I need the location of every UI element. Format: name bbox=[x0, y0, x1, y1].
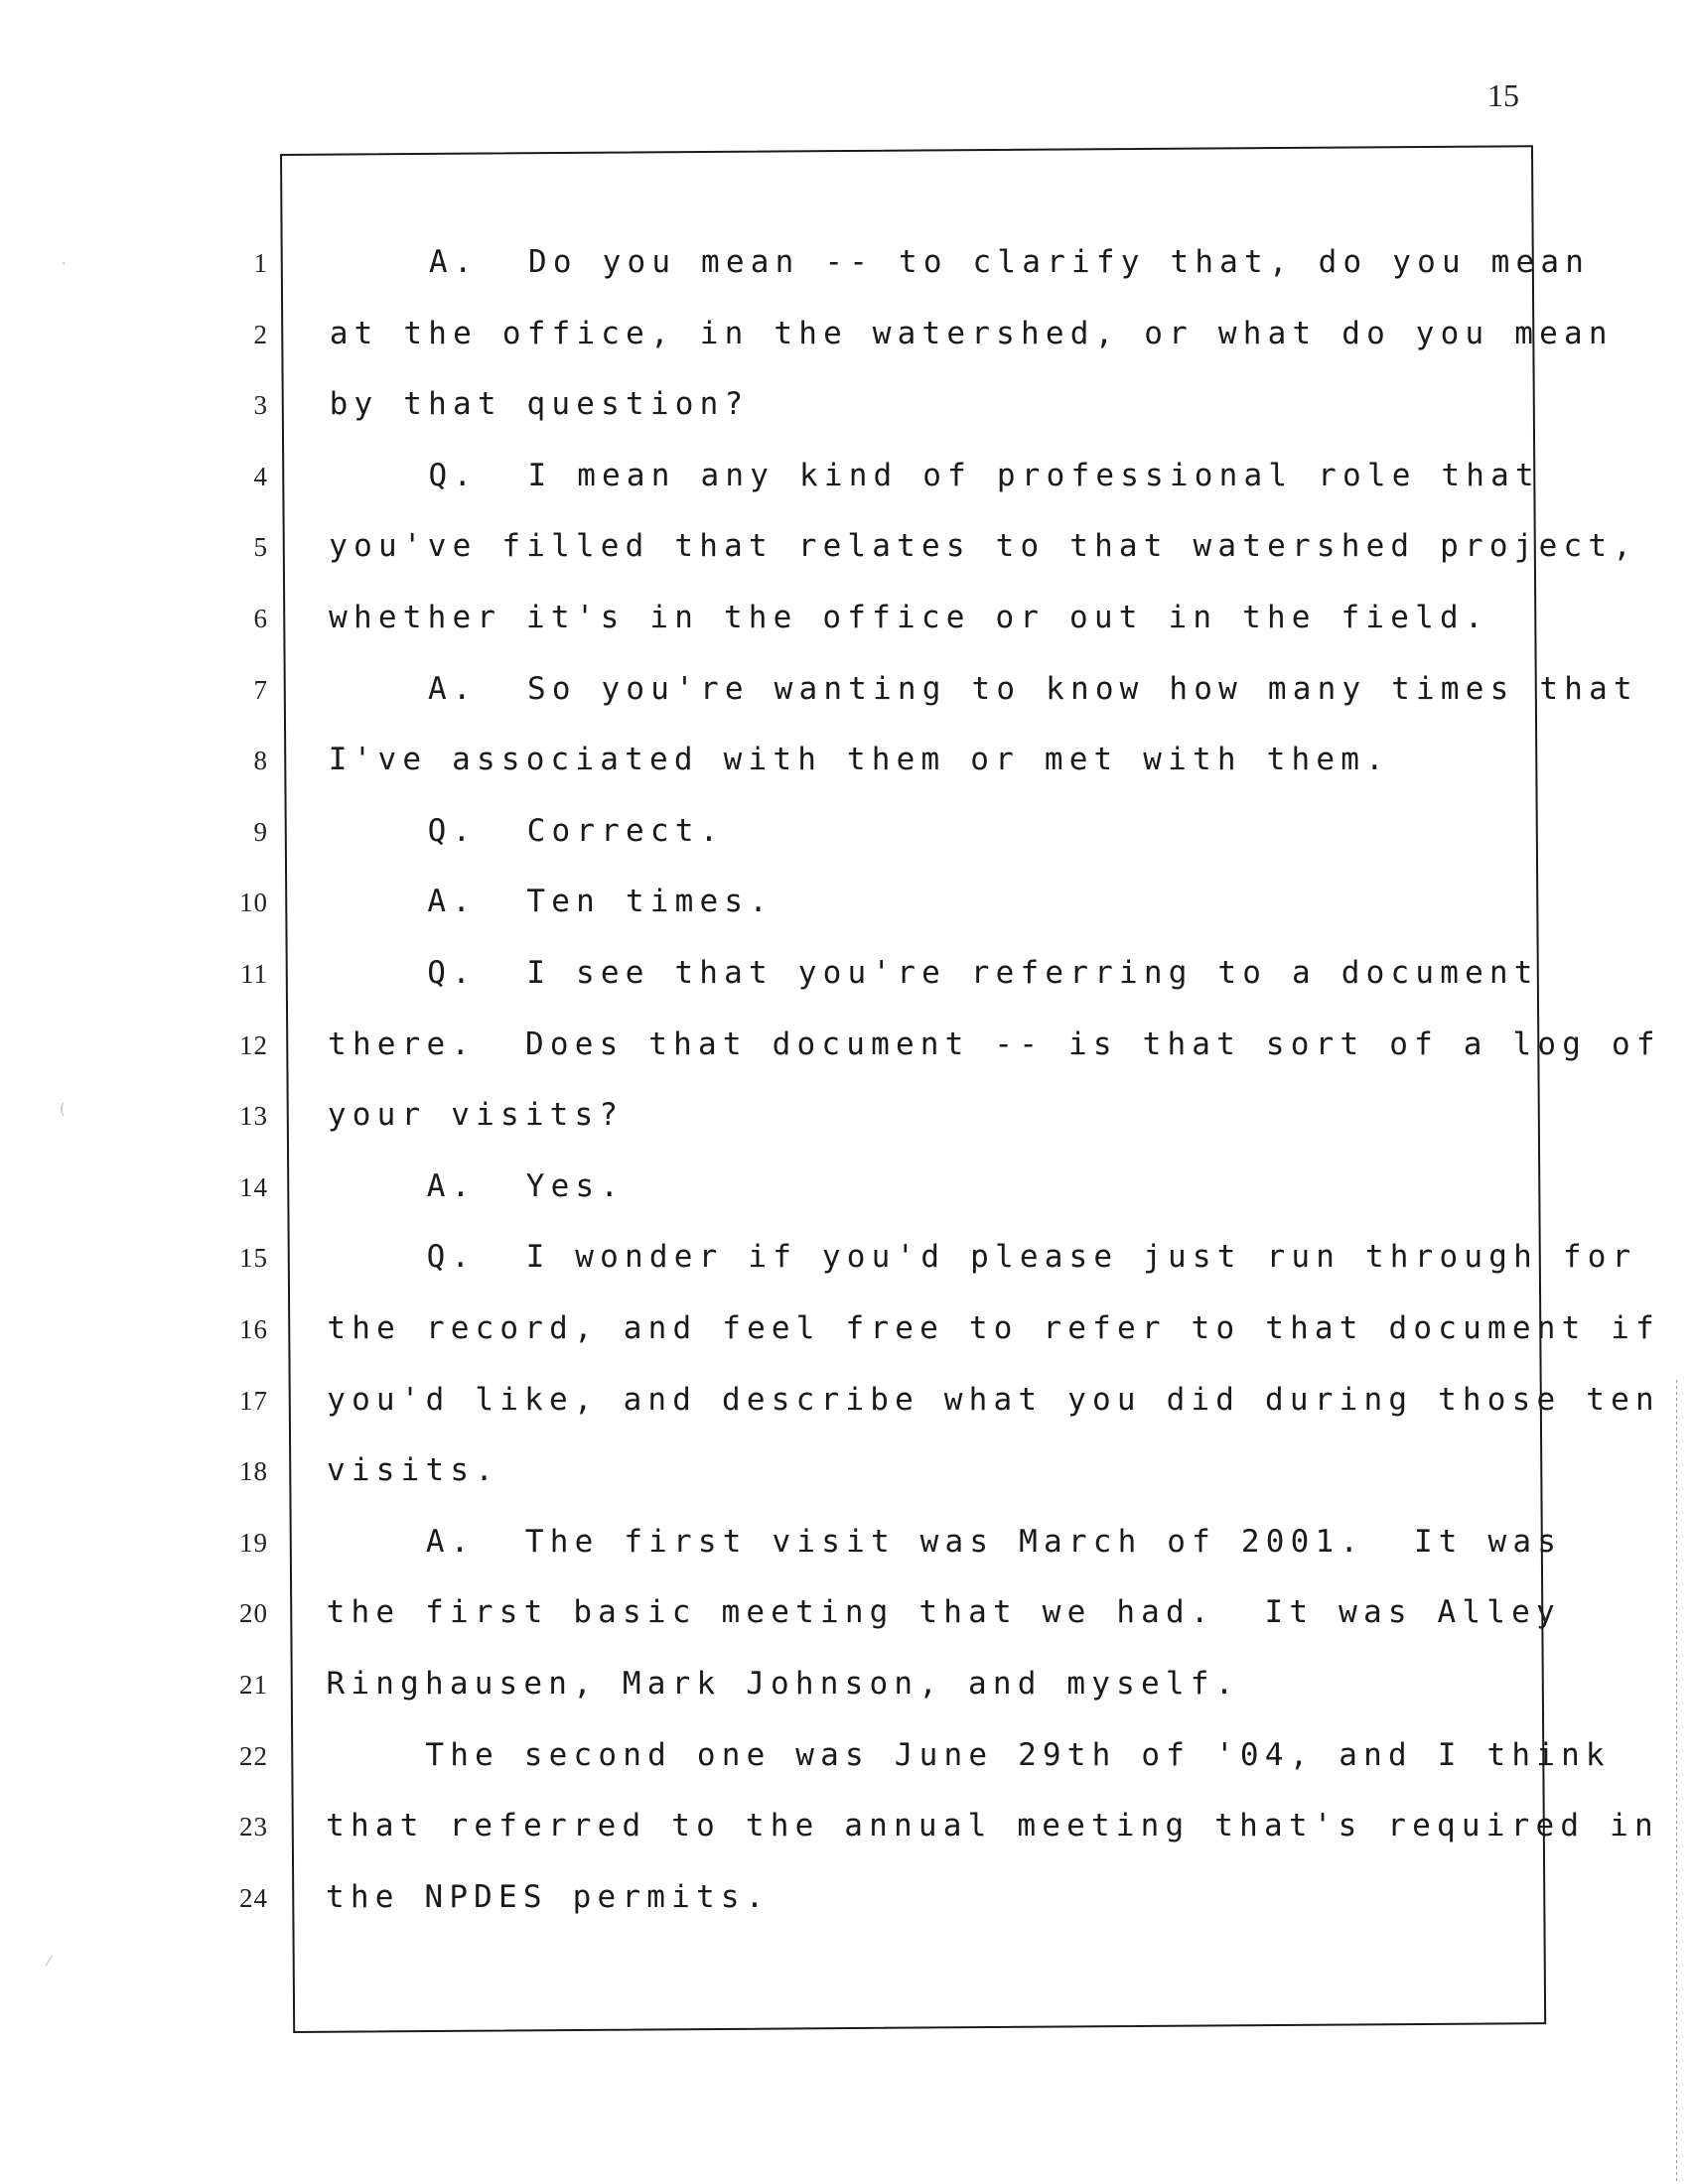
line-number: 1 bbox=[253, 248, 268, 278]
speaker-label: A. bbox=[427, 670, 478, 707]
line-number: 23 bbox=[239, 1812, 268, 1843]
transcript-line bbox=[327, 1594, 1561, 1630]
transcript-line bbox=[328, 1026, 1661, 1062]
transcript-line bbox=[329, 813, 725, 849]
line-text: whether it's in the office or out in the field. bbox=[329, 600, 1489, 635]
line-text: Do you mean -- to clarify that, do you mean bbox=[528, 244, 1591, 280]
line-number: 13 bbox=[239, 1101, 268, 1132]
line-number: 16 bbox=[239, 1314, 268, 1344]
transcript-line bbox=[329, 528, 1637, 564]
line-number: 3 bbox=[253, 390, 268, 421]
transcript-line bbox=[328, 884, 774, 919]
line-text: Ten times. bbox=[526, 884, 775, 920]
line-text: So you're wanting to know how many times that bbox=[526, 670, 1638, 707]
transcript-line bbox=[328, 955, 1538, 991]
line-text: that referred to the annual meeting that's required in bbox=[326, 1808, 1659, 1844]
speaker-label: Q. bbox=[427, 812, 478, 849]
line-text: the record, and feel free to refer to that document if bbox=[327, 1310, 1661, 1346]
line-text: The first visit was March of 2001. It was bbox=[524, 1523, 1563, 1560]
line-text: at the office, in the watershed, or what do you mean bbox=[329, 315, 1614, 351]
line-number: 6 bbox=[253, 604, 268, 633]
line-text: Ringhausen, Mark Johnson, and myself. bbox=[326, 1666, 1240, 1702]
line-text: Yes. bbox=[525, 1167, 626, 1204]
transcript-line bbox=[329, 458, 1539, 493]
scan-edge-line bbox=[1676, 1380, 1677, 2184]
line-number: 11 bbox=[240, 959, 268, 989]
line-number: 9 bbox=[253, 816, 268, 847]
line-text: by that question? bbox=[329, 386, 750, 423]
line-number: 5 bbox=[253, 532, 268, 563]
transcript-line bbox=[327, 1452, 499, 1488]
transcript-line bbox=[326, 1879, 771, 1915]
line-text: Correct. bbox=[526, 812, 725, 849]
line-text: The second one was June 29th of '04, and I think bbox=[425, 1736, 1611, 1773]
line-text: there. Does that document -- is that sort of a log of bbox=[328, 1025, 1661, 1062]
line-number: 19 bbox=[239, 1527, 268, 1558]
line-number: 7 bbox=[253, 674, 268, 705]
speaker-label: A. bbox=[427, 884, 478, 920]
page-number: 15 bbox=[1487, 77, 1519, 113]
transcript-line bbox=[328, 1097, 624, 1133]
line-text: I see that you're referring to a document bbox=[526, 955, 1539, 991]
transcript-line bbox=[329, 671, 1638, 707]
line-text: the first basic meeting that we had. It was Alley bbox=[326, 1594, 1561, 1631]
line-number: 18 bbox=[239, 1456, 268, 1487]
line-text: visits. bbox=[327, 1452, 500, 1489]
transcript-line bbox=[330, 386, 750, 422]
transcript-line bbox=[327, 1524, 1562, 1560]
transcript-line bbox=[329, 742, 1390, 777]
transcript-line bbox=[327, 1382, 1660, 1418]
line-number: 2 bbox=[253, 319, 268, 349]
line-number: 22 bbox=[239, 1740, 268, 1771]
speaker-label: Q. bbox=[427, 955, 477, 991]
line-number: 14 bbox=[239, 1171, 268, 1202]
speaker-label: A. bbox=[426, 1167, 477, 1204]
line-text: your visits? bbox=[327, 1097, 625, 1134]
transcript-line bbox=[327, 1310, 1660, 1346]
transcript-line bbox=[328, 1239, 1637, 1275]
speaker-label: Q. bbox=[426, 1239, 477, 1276]
speaker-label: A. bbox=[425, 1523, 476, 1560]
transcript-line bbox=[329, 600, 1489, 635]
line-text: you'd like, and describe what you did during those ten bbox=[327, 1381, 1660, 1418]
transcript-line bbox=[328, 1168, 625, 1204]
line-text: I mean any kind of professional role that bbox=[527, 457, 1540, 493]
line-number: 21 bbox=[239, 1670, 268, 1700]
transcript-line bbox=[330, 316, 1614, 351]
transcript-line bbox=[327, 1666, 1240, 1702]
line-text: I've associated with them or met with them. bbox=[328, 742, 1390, 778]
line-text: the NPDES permits. bbox=[326, 1878, 771, 1915]
line-text: I wonder if you'd please just run through for bbox=[525, 1239, 1637, 1276]
line-number: 8 bbox=[253, 746, 268, 776]
speaker-label: Q. bbox=[428, 457, 479, 493]
line-number: 4 bbox=[253, 461, 268, 491]
scan-speck: · bbox=[62, 256, 67, 272]
line-number: 17 bbox=[239, 1385, 268, 1416]
speaker-label: A. bbox=[429, 244, 479, 280]
line-text: you've filled that relates to that watershed project, bbox=[329, 528, 1638, 565]
transcript-line bbox=[326, 1737, 1610, 1773]
scan-speck: ⁄ bbox=[48, 1954, 51, 1970]
line-number: 24 bbox=[239, 1882, 268, 1913]
transcript-line bbox=[326, 1808, 1659, 1843]
scan-speck: ( bbox=[60, 1102, 66, 1118]
line-number: 20 bbox=[239, 1598, 268, 1629]
line-number: 12 bbox=[239, 1029, 268, 1060]
line-number: 10 bbox=[239, 887, 268, 918]
transcript-line bbox=[330, 244, 1590, 280]
line-number: 15 bbox=[239, 1243, 268, 1274]
